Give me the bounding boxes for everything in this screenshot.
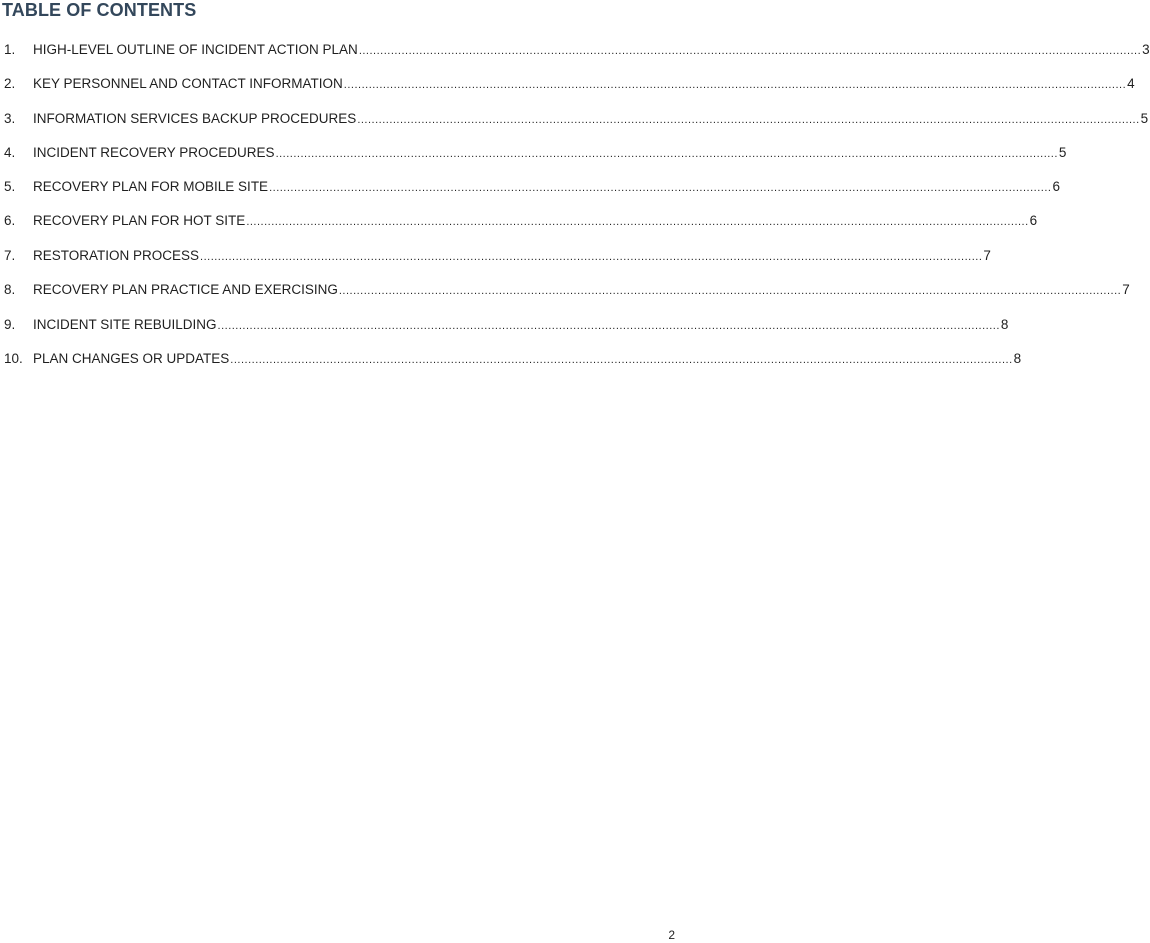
toc-entry-number: 9. [4,317,16,332]
dot-leader: ............................................................................................................................................................................................................................ [217,320,1000,332]
toc-entry-number: 5. [4,179,16,194]
dot-leader: ............................................................................................................................................................................................................................ [269,182,1052,194]
toc-entry-number: 7. [4,248,16,263]
toc-entry-7[interactable] [0,246,991,266]
page-title: TABLE OF CONTENTS [2,0,197,20]
toc-entry-page: 8 [1000,317,1009,332]
dot-leader: ............................................................................................................................................................................................................................ [358,45,1142,57]
toc-entry-5[interactable] [0,177,1060,197]
toc-entry-text: INCIDENT SITE REBUILDING [33,317,217,332]
toc-entry-10[interactable] [0,349,1022,369]
toc-entry-text: RESTORATION PROCESS [33,248,200,263]
dot-leader: ............................................................................................................................................................................................................................ [275,148,1058,160]
toc-entry-number: 4. [4,145,16,160]
toc-entry-8[interactable] [0,280,1130,300]
toc-entry-page: 3 [1142,42,1150,57]
page-number: 2 [668,928,675,942]
toc-entry-number: 8. [4,282,16,297]
toc-entry-text: RECOVERY PLAN FOR MOBILE SITE [33,179,269,194]
toc-entry-number: 6. [4,213,16,228]
toc-entry-text: RECOVERY PLAN PRACTICE AND EXERCISING [33,282,338,297]
toc-entry-page: 6 [1052,179,1060,194]
toc-entry-page: 7 [1122,282,1130,297]
toc-entry-number: 1. [4,42,16,57]
dot-leader: ............................................................................................................................................................................................................................ [338,285,1122,297]
toc-entry-text: RECOVERY PLAN FOR HOT SITE [33,213,246,228]
toc-entry-number: 2. [4,76,16,91]
toc-entry-page: 6 [1029,213,1038,228]
toc-entry-page: 4 [1127,76,1135,91]
toc-entry-3[interactable] [0,109,1149,129]
toc-entry-page: 8 [1013,351,1022,366]
toc-entry-page: 5 [1058,145,1067,160]
toc-entry-text: HIGH-LEVEL OUTLINE OF INCIDENT ACTION PLAN [33,42,358,57]
dot-leader: ............................................................................................................................................................................................................................ [200,251,983,263]
toc-entry-4[interactable] [0,143,1067,163]
toc-entry-text: INCIDENT RECOVERY PROCEDURES [33,145,275,160]
toc-entry-page: 7 [983,248,991,263]
toc-entry-text: PLAN CHANGES OR UPDATES [33,351,230,366]
toc-entry-1[interactable] [0,40,1150,60]
toc-entry-page: 5 [1140,111,1149,126]
toc-entry-9[interactable] [0,315,1009,335]
dot-leader: ............................................................................................................................................................................................................................ [343,79,1127,91]
toc-entry-number: 3. [4,111,16,126]
dot-leader: ............................................................................................................................................................................................................................ [357,114,1140,126]
toc-entry-text: INFORMATION SERVICES BACKUP PROCEDURES [33,111,357,126]
toc-entry-text: KEY PERSONNEL AND CONTACT INFORMATION [33,76,343,91]
toc-entry-6[interactable] [0,211,1038,231]
dot-leader: ............................................................................................................................................................................................................................ [230,354,1013,366]
dot-leader: ............................................................................................................................................................................................................................ [246,216,1029,228]
toc-entry-2[interactable] [0,74,1135,94]
toc-entry-number: 10. [4,351,23,366]
